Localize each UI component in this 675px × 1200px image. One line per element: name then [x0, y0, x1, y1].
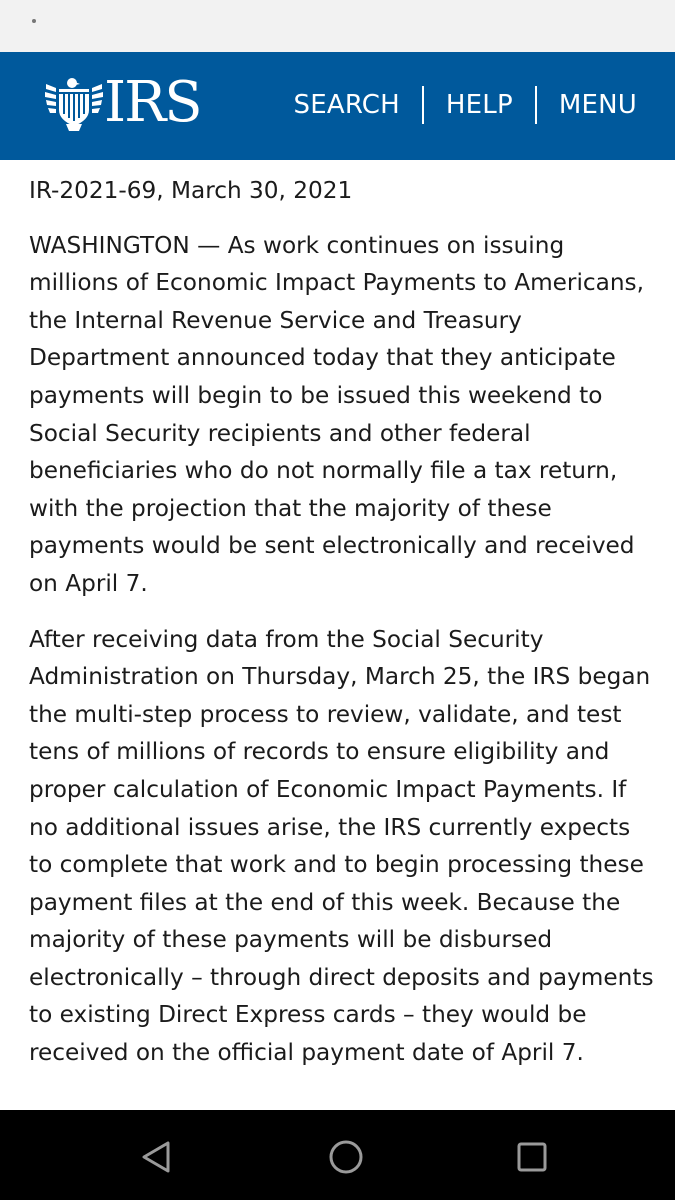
- article-paragraph: After receiving data from the Social Security Administration on Thursday, March 25, the IRS began the multi-step process to review, validate, and test tens of millions of records to ensure eligibility and proper calculation of Economic Impact Payments. If no additional issues arise, the IRS currently expects to complete that work and to begin processing these payment files at the end of this week. Because the majority of these payments will be disbursed electronically – through direct deposits and payments to existing Direct Express cards – they would be received on the official payment date of April 7.: [29, 625, 654, 1067]
- header-nav: [294, 86, 638, 124]
- article-body: [29, 172, 659, 1090]
- back-triangle-icon[interactable]: [138, 1137, 178, 1177]
- notification-dot-icon: [32, 19, 36, 23]
- nav-divider: [535, 86, 537, 124]
- status-bar: [0, 0, 675, 52]
- irs-logo-text: IRS: [104, 70, 201, 135]
- nav-divider: [422, 86, 424, 124]
- system-navigation-bar: [0, 1110, 675, 1200]
- irs-header: [0, 52, 675, 160]
- home-circle-icon[interactable]: [326, 1137, 366, 1177]
- recents-square-icon[interactable]: [512, 1137, 552, 1177]
- help-link[interactable]: HELP: [445, 90, 513, 120]
- release-id: IR-2021-69, March 30, 2021: [29, 177, 353, 204]
- menu-link[interactable]: MENU: [558, 90, 637, 120]
- search-link[interactable]: SEARCH: [293, 90, 400, 120]
- irs-eagle-icon: [44, 74, 104, 132]
- article-paragraph: WASHINGTON — As work continues on issuing millions of Economic Impact Payments to Americans, the Internal Revenue Service and Treasury Department announced today that they anticipate payments will begin to be issued this weekend to Social Security recipients and other federal beneficiaries who do not normally file a tax return, with the projection that the majority of these payments would be sent electronically and received on April 7.: [29, 231, 645, 597]
- irs-logo[interactable]: [44, 70, 201, 135]
